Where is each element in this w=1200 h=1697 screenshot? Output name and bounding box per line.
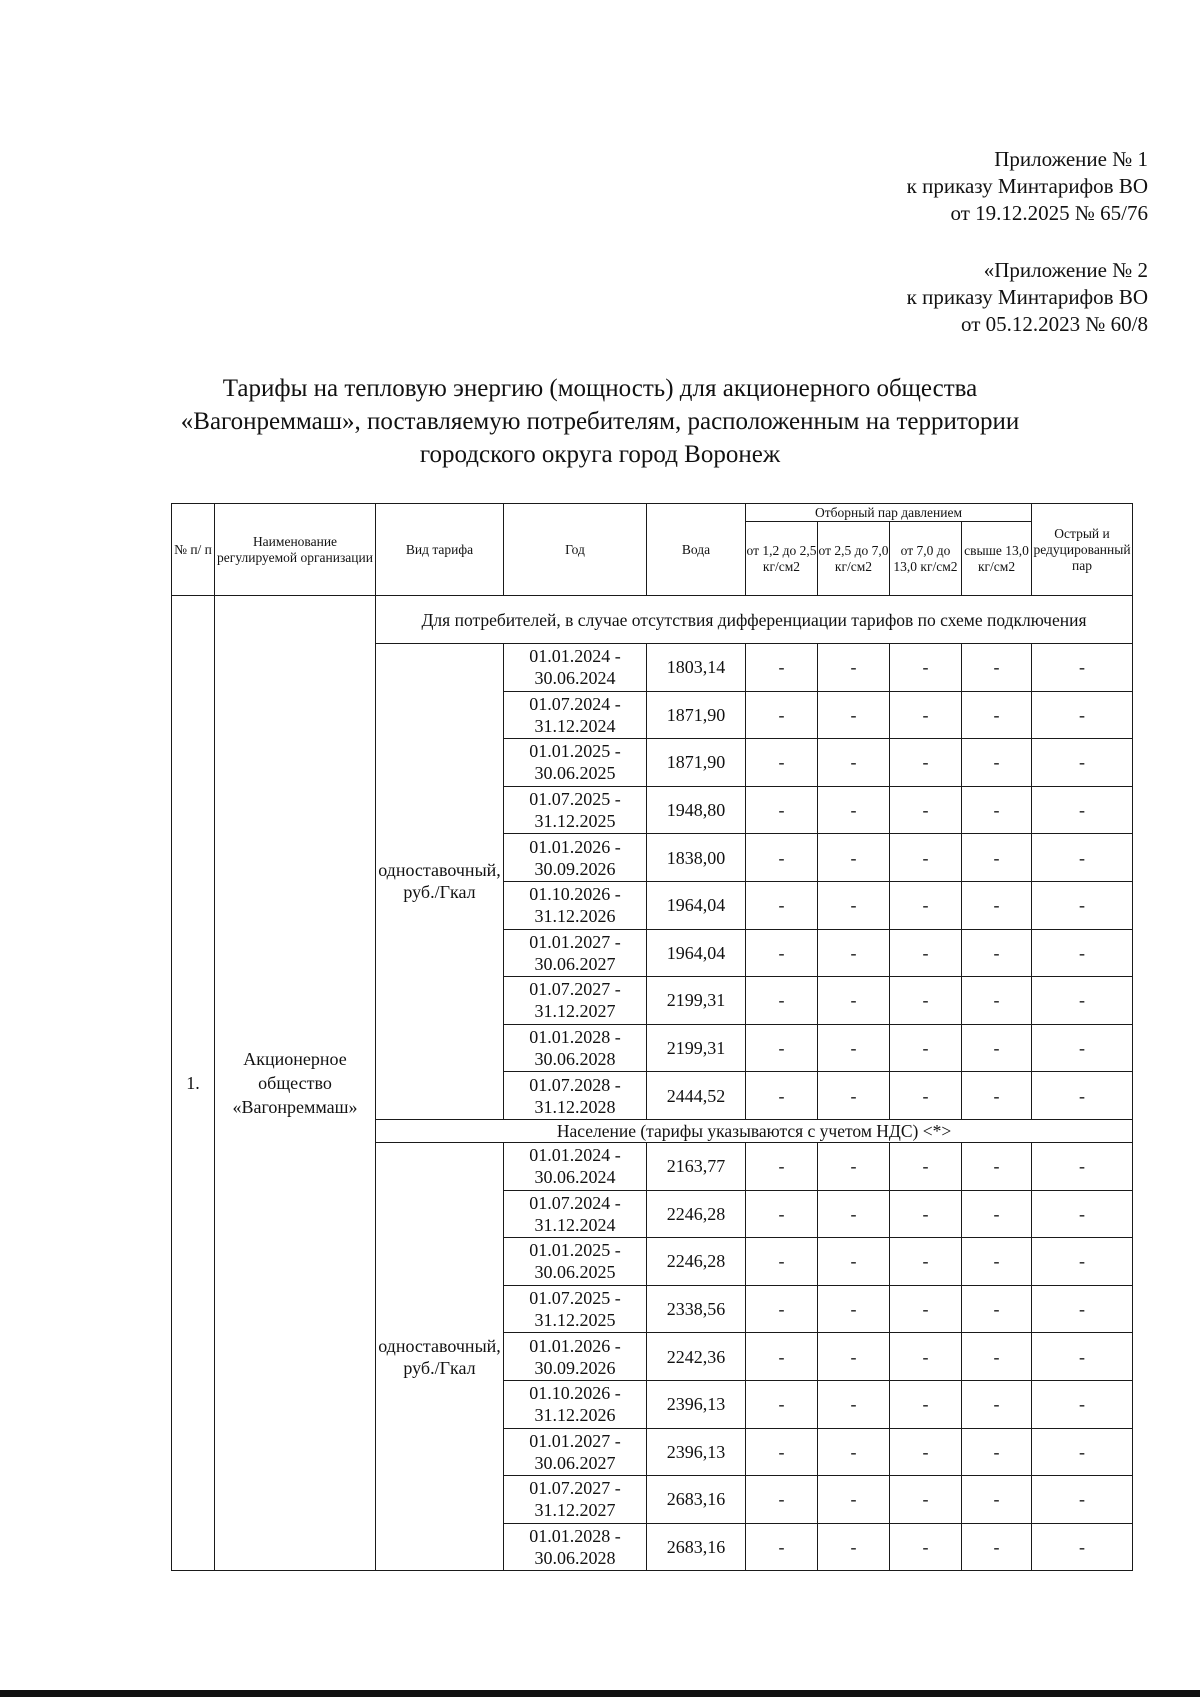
empty-value-cell: -	[1032, 1238, 1133, 1286]
empty-value-cell: -	[746, 1238, 818, 1286]
empty-value-cell: -	[962, 1523, 1032, 1571]
empty-value-cell: -	[962, 1428, 1032, 1476]
empty-value-cell: -	[962, 1190, 1032, 1238]
empty-value-cell: -	[818, 977, 890, 1025]
empty-value-cell: -	[890, 1285, 962, 1333]
empty-value-cell: -	[1032, 1142, 1133, 1190]
empty-value-cell: -	[962, 1238, 1032, 1286]
empty-value-cell: -	[1032, 644, 1133, 692]
empty-value-cell: -	[818, 1428, 890, 1476]
organization-name: Акционерное общество «Вагонреммаш»	[215, 596, 376, 1571]
appendix-2-line-2: к приказу Минтарифов ВО	[906, 285, 1148, 309]
empty-value-cell: -	[746, 1190, 818, 1238]
water-tariff-cell: 2396,13	[647, 1428, 746, 1476]
empty-value-cell: -	[962, 834, 1032, 882]
empty-value-cell: -	[746, 644, 818, 692]
empty-value-cell: -	[1032, 1072, 1133, 1120]
empty-value-cell: -	[818, 1285, 890, 1333]
empty-value-cell: -	[1032, 881, 1133, 929]
water-tariff-cell: 1948,80	[647, 786, 746, 834]
empty-value-cell: -	[962, 644, 1032, 692]
section-row	[172, 596, 1133, 644]
empty-value-cell: -	[818, 739, 890, 787]
empty-value-cell: -	[746, 1476, 818, 1524]
period-cell: 01.07.2025 - 31.12.2025	[504, 786, 647, 834]
water-tariff-cell: 1964,04	[647, 881, 746, 929]
empty-value-cell: -	[818, 881, 890, 929]
water-tariff-cell: 1871,90	[647, 691, 746, 739]
empty-value-cell: -	[890, 929, 962, 977]
empty-value-cell: -	[1032, 1476, 1133, 1524]
empty-value-cell: -	[746, 834, 818, 882]
empty-value-cell: -	[962, 977, 1032, 1025]
empty-value-cell: -	[1032, 929, 1133, 977]
empty-value-cell: -	[746, 1333, 818, 1381]
tariffs-body	[172, 596, 1133, 1571]
empty-value-cell: -	[890, 1024, 962, 1072]
section-title: Население (тарифы указываются с учетом НДС) <*>	[376, 1119, 1133, 1142]
empty-value-cell: -	[746, 739, 818, 787]
empty-value-cell: -	[818, 1072, 890, 1120]
water-tariff-cell: 2338,56	[647, 1285, 746, 1333]
empty-value-cell: -	[890, 1333, 962, 1381]
empty-value-cell: -	[890, 691, 962, 739]
empty-value-cell: -	[1032, 1190, 1133, 1238]
empty-value-cell: -	[962, 739, 1032, 787]
empty-value-cell: -	[746, 977, 818, 1025]
water-tariff-cell: 2199,31	[647, 977, 746, 1025]
empty-value-cell: -	[746, 1285, 818, 1333]
period-cell: 01.07.2028 - 31.12.2028	[504, 1072, 647, 1120]
water-tariff-cell: 2683,16	[647, 1476, 746, 1524]
header-pressure-1: от 1,2 до 2,5 кг/см2	[746, 522, 818, 596]
tariff-kind: одноставочный, руб./Гкал	[376, 644, 504, 1120]
appendix-2-line-1: «Приложение № 2	[983, 258, 1148, 282]
header-year: Год	[504, 504, 647, 596]
empty-value-cell: -	[890, 881, 962, 929]
empty-value-cell: -	[962, 1333, 1032, 1381]
empty-value-cell: -	[890, 1428, 962, 1476]
empty-value-cell: -	[890, 977, 962, 1025]
period-cell: 01.01.2028 - 30.06.2028	[504, 1523, 647, 1571]
empty-value-cell: -	[962, 929, 1032, 977]
period-cell: 01.01.2026 - 30.09.2026	[504, 834, 647, 882]
empty-value-cell: -	[890, 1523, 962, 1571]
empty-value-cell: -	[1032, 1024, 1133, 1072]
empty-value-cell: -	[746, 691, 818, 739]
empty-value-cell: -	[962, 1072, 1032, 1120]
empty-value-cell: -	[1032, 786, 1133, 834]
header-tariff-kind: Вид тарифа	[376, 504, 504, 596]
page-bottom-rule	[0, 1690, 1200, 1697]
period-cell: 01.01.2026 - 30.09.2026	[504, 1333, 647, 1381]
empty-value-cell: -	[1032, 1523, 1133, 1571]
empty-value-cell: -	[818, 691, 890, 739]
empty-value-cell: -	[818, 644, 890, 692]
empty-value-cell: -	[962, 1142, 1032, 1190]
water-tariff-cell: 1871,90	[647, 739, 746, 787]
empty-value-cell: -	[746, 929, 818, 977]
period-cell: 01.07.2027 - 31.12.2027	[504, 977, 647, 1025]
water-tariff-cell: 1964,04	[647, 929, 746, 977]
empty-value-cell: -	[818, 834, 890, 882]
appendix-2-line-3: от 05.12.2023 № 60/8	[960, 312, 1148, 336]
empty-value-cell: -	[890, 1380, 962, 1428]
empty-value-cell: -	[818, 1238, 890, 1286]
empty-value-cell: -	[746, 881, 818, 929]
empty-value-cell: -	[818, 1190, 890, 1238]
empty-value-cell: -	[818, 929, 890, 977]
tariff-kind: одноставочный, руб./Гкал	[376, 1142, 504, 1570]
empty-value-cell: -	[818, 1024, 890, 1072]
empty-value-cell: -	[746, 1380, 818, 1428]
empty-value-cell: -	[890, 1190, 962, 1238]
empty-value-cell: -	[890, 786, 962, 834]
header-num: № п/ п	[172, 504, 215, 596]
header-steam-group: Отборный пар давлением	[746, 504, 1032, 522]
empty-value-cell: -	[890, 739, 962, 787]
empty-value-cell: -	[1032, 1333, 1133, 1381]
appendix-2-reference	[907, 257, 1148, 338]
empty-value-cell: -	[890, 1142, 962, 1190]
period-cell: 01.10.2026 - 31.12.2026	[504, 881, 647, 929]
empty-value-cell: -	[890, 1476, 962, 1524]
appendix-1-line-3: от 19.12.2025 № 65/76	[950, 201, 1148, 225]
empty-value-cell: -	[746, 1523, 818, 1571]
empty-value-cell: -	[746, 1142, 818, 1190]
water-tariff-cell: 2199,31	[647, 1024, 746, 1072]
empty-value-cell: -	[962, 691, 1032, 739]
row-number: 1.	[172, 596, 215, 1571]
empty-value-cell: -	[890, 644, 962, 692]
empty-value-cell: -	[818, 786, 890, 834]
title-line-3: городского округа город Воронеж	[419, 441, 781, 468]
empty-value-cell: -	[890, 1238, 962, 1286]
tariffs-table	[171, 503, 1133, 1571]
empty-value-cell: -	[1032, 1285, 1133, 1333]
empty-value-cell: -	[1032, 739, 1133, 787]
empty-value-cell: -	[890, 1072, 962, 1120]
empty-value-cell: -	[962, 1024, 1032, 1072]
empty-value-cell: -	[890, 834, 962, 882]
empty-value-cell: -	[962, 1285, 1032, 1333]
appendix-1-line-1: Приложение № 1	[994, 147, 1148, 171]
period-cell: 01.01.2028 - 30.06.2028	[504, 1024, 647, 1072]
appendix-1-line-2: к приказу Минтарифов ВО	[906, 174, 1148, 198]
appendix-1-reference	[907, 146, 1148, 227]
title-line-1: Тарифы на тепловую энергию (мощность) для акционерного общества	[222, 375, 978, 402]
period-cell: 01.07.2024 - 31.12.2024	[504, 691, 647, 739]
water-tariff-cell: 2683,16	[647, 1523, 746, 1571]
period-cell: 01.10.2026 - 31.12.2026	[504, 1380, 647, 1428]
header-pressure-2: от 2,5 до 7,0 кг/см2	[818, 522, 890, 596]
document-title	[150, 372, 1050, 471]
water-tariff-cell: 2246,28	[647, 1238, 746, 1286]
empty-value-cell: -	[818, 1380, 890, 1428]
water-tariff-cell: 2246,28	[647, 1190, 746, 1238]
water-tariff-cell: 2242,36	[647, 1333, 746, 1381]
empty-value-cell: -	[962, 786, 1032, 834]
period-cell: 01.07.2025 - 31.12.2025	[504, 1285, 647, 1333]
water-tariff-cell: 2396,13	[647, 1380, 746, 1428]
empty-value-cell: -	[746, 1072, 818, 1120]
empty-value-cell: -	[962, 1380, 1032, 1428]
empty-value-cell: -	[746, 1024, 818, 1072]
water-tariff-cell: 2163,77	[647, 1142, 746, 1190]
empty-value-cell: -	[746, 786, 818, 834]
period-cell: 01.01.2027 - 30.06.2027	[504, 929, 647, 977]
empty-value-cell: -	[818, 1142, 890, 1190]
empty-value-cell: -	[818, 1476, 890, 1524]
period-cell: 01.01.2024 - 30.06.2024	[504, 1142, 647, 1190]
period-cell: 01.01.2024 - 30.06.2024	[504, 644, 647, 692]
period-cell: 01.07.2024 - 31.12.2024	[504, 1190, 647, 1238]
header-pressure-4: свыше 13,0 кг/см2	[962, 522, 1032, 596]
header-organization: Наименование регулируемой организации	[215, 504, 376, 596]
period-cell: 01.01.2025 - 30.06.2025	[504, 1238, 647, 1286]
section-title: Для потребителей, в случае отсутствия дифференциации тарифов по схеме подключения	[376, 596, 1133, 644]
period-cell: 01.07.2027 - 31.12.2027	[504, 1476, 647, 1524]
empty-value-cell: -	[1032, 834, 1133, 882]
empty-value-cell: -	[818, 1333, 890, 1381]
empty-value-cell: -	[746, 1428, 818, 1476]
period-cell: 01.01.2027 - 30.06.2027	[504, 1428, 647, 1476]
empty-value-cell: -	[1032, 1380, 1133, 1428]
water-tariff-cell: 2444,52	[647, 1072, 746, 1120]
period-cell: 01.01.2025 - 30.06.2025	[504, 739, 647, 787]
empty-value-cell: -	[962, 881, 1032, 929]
header-water: Вода	[647, 504, 746, 596]
empty-value-cell: -	[1032, 977, 1133, 1025]
empty-value-cell: -	[1032, 1428, 1133, 1476]
empty-value-cell: -	[962, 1476, 1032, 1524]
water-tariff-cell: 1838,00	[647, 834, 746, 882]
header-sharp-steam: Острый и редуцированный пар	[1032, 504, 1133, 596]
header-pressure-3: от 7,0 до 13,0 кг/см2	[890, 522, 962, 596]
title-line-2: «Вагонреммаш», поставляемую потребителям, расположенным на территории	[180, 408, 1020, 435]
empty-value-cell: -	[1032, 691, 1133, 739]
water-tariff-cell: 1803,14	[647, 644, 746, 692]
empty-value-cell: -	[818, 1523, 890, 1571]
